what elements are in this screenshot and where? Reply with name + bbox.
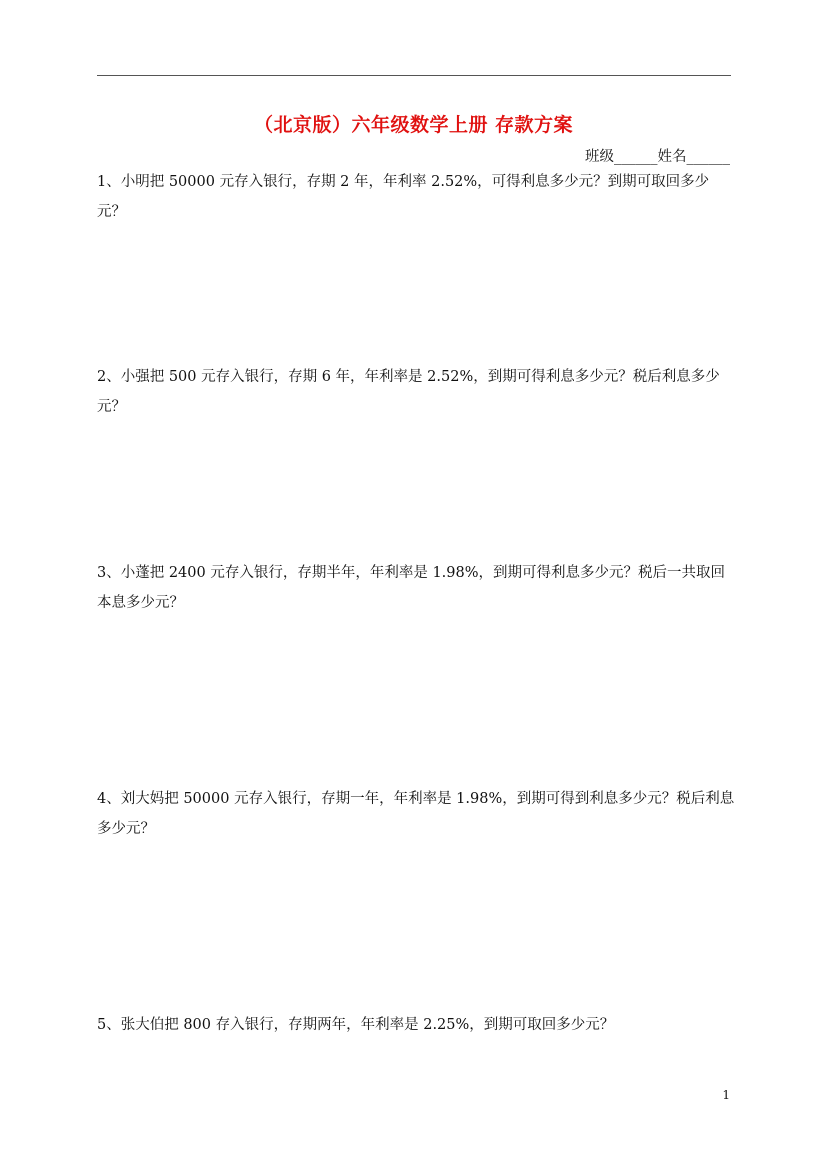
question-1: 1、小明把 50000 元存入银行，存期 2 年，年利率 2.52%，可得利息多少元？到期可取回多少元？ <box>97 174 710 220</box>
question-3: 3、小蓬把 2400 元存入银行，存期半年，年利率是 1.98%，到期可得利息多少元？税后一共取回本息多少元？ <box>97 565 726 611</box>
worksheet-title: （北京版）六年级数学上册 存款方案 <box>253 114 574 136</box>
header-rule <box>97 75 731 76</box>
page-number: 1 <box>722 1088 730 1102</box>
question-4: 4、刘大妈把 50000 元存入银行，存期一年，年利率是 1.98%，到期可得到利息多少元？税后利息多少元？ <box>97 791 735 837</box>
question-2: 2、小强把 500 元存入银行，存期 6 年，年利率是 2.52%，到期可得利息多少元？税后利息多少元？ <box>97 369 720 415</box>
class-name-line: 班级______姓名______ <box>585 149 730 165</box>
question-5: 5、张大伯把 800 存入银行，存期两年，年利率是 2.25%，到期可取回多少元？ <box>97 1017 615 1033</box>
